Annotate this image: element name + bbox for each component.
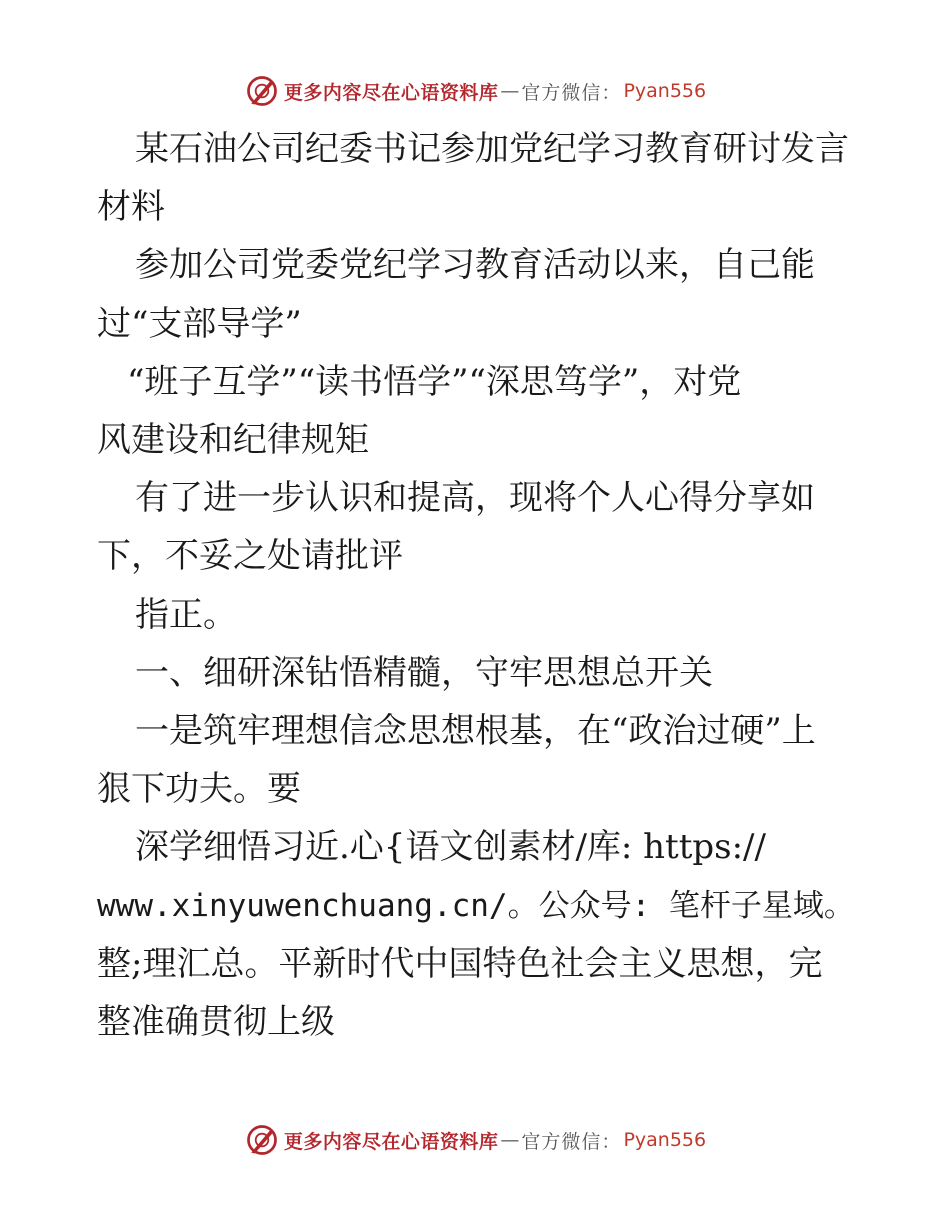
doc-line: 指正。	[135, 594, 237, 635]
doc-line: 过“支部导学”	[97, 303, 302, 344]
document-body	[97, 120, 857, 1051]
doc-line: 下，不妥之处请批评	[97, 536, 403, 577]
section-heading: 一、细研深钻悟精髓，守牢思想总开关	[135, 652, 713, 693]
banner-brand-text: 更多内容尽在心语资料库	[283, 1130, 499, 1153]
doc-line: 整;理汇总。平新时代中国特色社会主义思想，完	[97, 943, 823, 984]
banner-account: Pyan556	[623, 1129, 707, 1151]
banner-dash: —	[500, 80, 520, 102]
doc-line: 有了进一步认识和提高，现将个人心得分享如	[135, 478, 815, 519]
banner-account: Pyan556	[623, 80, 707, 102]
header-watermark-banner	[0, 71, 950, 111]
banner-wechat-label: 官方微信：	[521, 81, 622, 104]
doc-line: “班子互学”“读书悟学”“深思笃学”，对党	[127, 361, 742, 402]
footer-watermark-banner	[0, 1120, 950, 1160]
doc-line: 材料	[97, 187, 165, 228]
doc-line: 参加公司党委党纪学习教育活动以来，自己能	[135, 245, 815, 286]
doc-line: 深学细悟习近.心{语文创素材/库: https://	[135, 827, 766, 868]
doc-line: www.xinyuwenchuang.cn/。公众号: 笔杆子星域。	[97, 887, 855, 924]
banner-dash: —	[500, 1129, 520, 1151]
banner-brand-text: 更多内容尽在心语资料库	[283, 81, 499, 104]
doc-line: 狠下功夫。要	[97, 769, 301, 810]
doc-line: 某石油公司纪委书记参加党纪学习教育研讨发言	[135, 129, 849, 169]
doc-line: 整准确贯彻上级	[97, 1002, 335, 1043]
doc-line: 一是筑牢理想信念思想根基，在“政治过硬”上	[135, 711, 816, 752]
quill-logo-icon	[244, 1122, 280, 1158]
doc-line: 风建设和纪律规矩	[97, 420, 369, 461]
quill-logo-icon	[244, 73, 280, 109]
banner-wechat-label: 官方微信：	[521, 1130, 622, 1153]
